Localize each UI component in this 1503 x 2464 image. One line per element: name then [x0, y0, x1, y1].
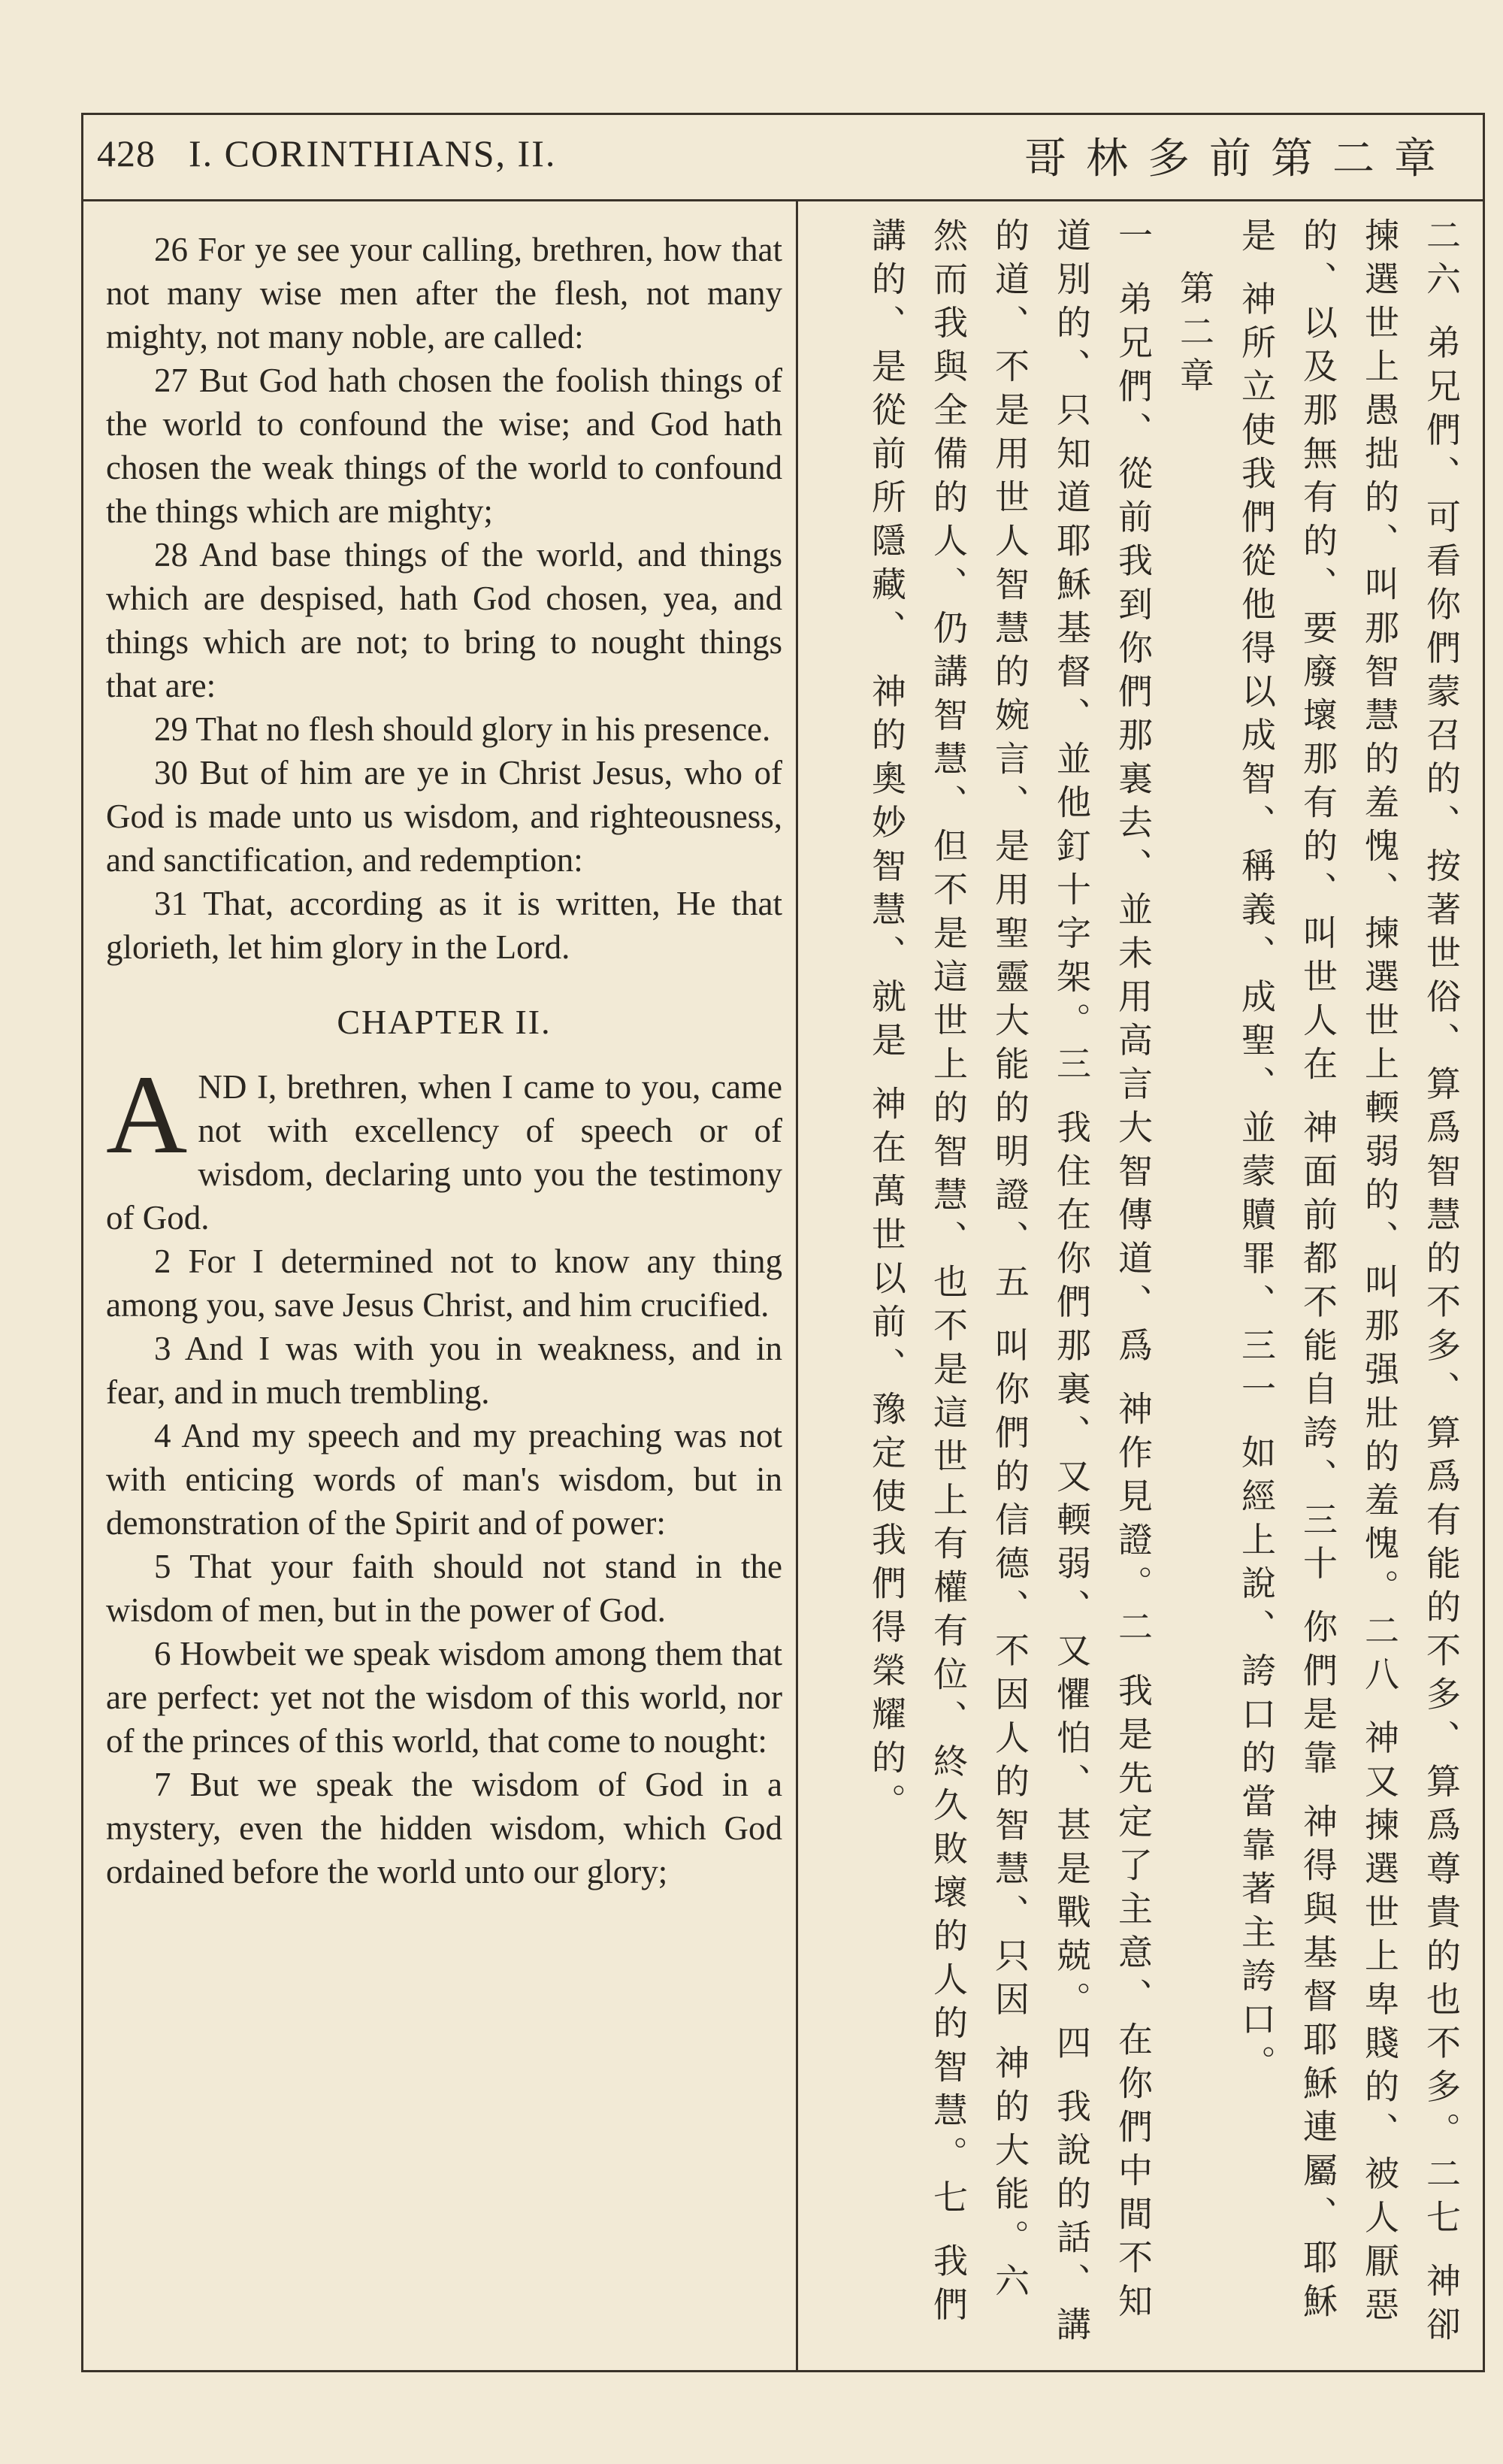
verse-2-5: 5 That your faith should not stand in the wisdom of men, but in the power of God. — [106, 1548, 782, 1629]
verse-1-29: 29 That no flesh should glory in his presence. — [154, 710, 771, 748]
verse-1-26: 26 For ye see your calling, brethren, how that not many wise men after the flesh, not many mighty, not many noble, are called: — [106, 231, 782, 356]
chinese-chapter-heading: 第二章 — [1175, 270, 1215, 401]
drop-cap: A — [106, 1052, 188, 1177]
running-title: I. CORINTHIANS, II. — [189, 132, 557, 174]
column-divider — [796, 199, 798, 2370]
verse-2-4: 4 And my speech and my preaching was not with enticing words of man's wisdom, but in demonstration of the Spirit and of power: — [106, 1417, 782, 1542]
verse-2-3: 3 And I was with you in weakness, and in fear, and in much trembling. — [106, 1330, 782, 1411]
verse-2-6: 6 Howbeit we speak wisdom among them that are perfect: yet not the wisdom of this world, nor of the princes of this world, that come to nought: — [106, 1635, 782, 1760]
verse-2-2: 2 For I determined not to know any thing among you, save Jesus Christ, and him crucified. — [106, 1243, 782, 1324]
page-header — [83, 115, 1483, 201]
chinese-column — [820, 217, 1472, 2352]
verse-1-30: 30 But of him are ye in Christ Jesus, who of God is made unto us wisdom, and righteousness, and sanctification, and redemption: — [106, 754, 782, 879]
chinese-running-title: 哥林多前第二章 — [1024, 135, 1456, 183]
verse-1-28: 28 And base things of the world, and things which are despised, hath God chosen, yea, and things which are not; to bring to nought things that are: — [106, 536, 782, 704]
chinese-chapter-2-text: 一 弟兄們、從前我到你們那裏去、並未用高言大智傳道、爲 神作見證。二 我是先定了主意、在你們中間不知道別的、只知道耶穌基督、並他釘十字架。三 我住在你們那裏、又輭弱、又懼怕、甚是戰兢。四 我說的話、講的道、不是用世人智慧的婉言、是用聖靈大能的明證、五 叫你們的信德、不因人的智慧、只因 神的大能。六 然而我與全備的人、仍講智慧、但不是這世上的智慧、也不是這世上有權有位、終久敗壞的人的智慧。七 我們講的、是從前所隱藏、 神的奧妙智慧、就是 神在萬世以前、豫定使我們得榮耀的。 — [866, 217, 1154, 2350]
page — [81, 113, 1485, 2372]
verse-2-1 — [106, 1052, 782, 1240]
chinese-chapter-1-text: 二六 弟兄們、可看你們蒙召的、按著世俗、算爲智慧的不多、算爲有能的不多、算爲尊貴的也不多。二七 神卻揀選世上愚拙的、叫那智慧的羞愧、揀選世上輭弱的、叫那强壯的羞愧。二八 神又揀選世上卑賤的、被人厭惡的、以及那無有的、要廢壞那有的、叫世人在 神面前都不能自誇、三十 你們是靠 神得與基督耶穌連屬、耶穌是 神所立使我們從他得以成智、稱義、成聖、並蒙贖罪、三一 如經上說、誇口的當靠著主誇口。 — [1236, 217, 1462, 2350]
verse-2-7: 7 But we speak the wisdom of God in a mystery, even the hidden wisdom, which God ordained before the world unto our glory; — [106, 1766, 782, 1890]
verse-1-27: 27 But God hath chosen the foolish things of the world to confound the wise; and God hath chosen the weak things of the world to confound the things which are mighty; — [106, 362, 782, 530]
verse-1-31: 31 That, according as it is written, He that glorieth, let him glory in the Lord. — [106, 885, 782, 966]
chapter-heading: CHAPTER II. — [337, 1003, 552, 1041]
page-number: 428 — [97, 132, 156, 174]
verse-2-1-text: ND I, brethren, when I came to you, came not with excellency of speech or of wisdom, declaring unto you the testimony of God. — [106, 1068, 782, 1237]
english-column — [106, 228, 782, 1893]
